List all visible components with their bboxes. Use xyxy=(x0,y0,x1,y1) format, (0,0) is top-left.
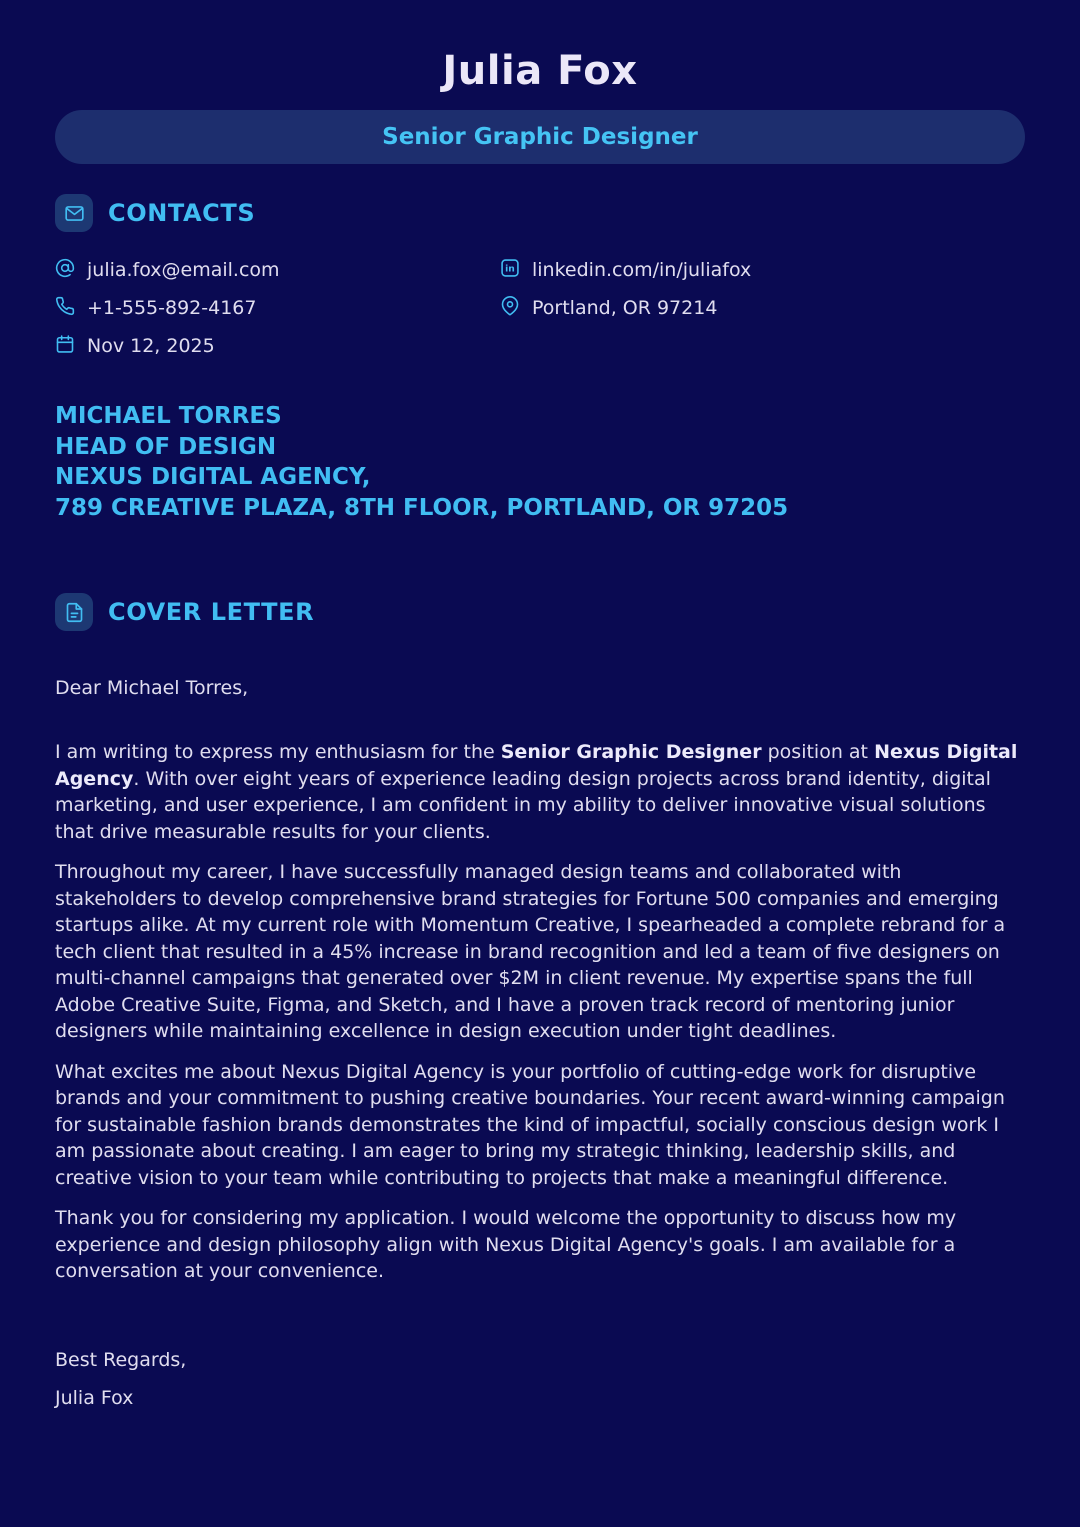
linkedin-icon xyxy=(500,258,520,283)
paragraph-text: position at xyxy=(761,741,875,763)
phone-icon xyxy=(55,296,75,321)
letter-greeting: Dear Michael Torres, xyxy=(55,677,249,699)
job-title-banner xyxy=(55,110,1025,164)
contact-date-text: Nov 12, 2025 xyxy=(87,335,215,357)
contact-phone-text: +1-555-892-4167 xyxy=(87,297,257,319)
contact-email xyxy=(55,258,500,283)
contact-column-right xyxy=(500,258,1025,359)
contact-linkedin-text: linkedin.com/in/juliafox xyxy=(532,259,752,281)
recipient-block xyxy=(55,401,1025,523)
cover-letter-heading-label: COVER LETTER xyxy=(108,598,315,626)
letter-signature: Julia Fox xyxy=(55,1386,134,1409)
letter-paragraph-3: What excites me about Nexus Digital Agency is your portfolio of cutting-edge work for disruptive brands and your commitment to pushing creative boundaries. Your recent award-winning campaign for sustainable fashion brands demonstrates the kind of impactful, socially conscious design work I am passionate about creating. I am eager to bring my strategic thinking, leadership skills, and creative vision to your team while contributing to projects that make a meaningful difference. xyxy=(55,1060,1005,1189)
contact-date xyxy=(55,334,500,359)
contact-location-text: Portland, OR 97214 xyxy=(532,297,718,319)
contact-grid xyxy=(55,258,1025,359)
location-icon xyxy=(500,296,520,321)
letter-signoff: Best Regards, xyxy=(55,1348,187,1371)
contacts-heading xyxy=(55,194,1025,232)
letter-paragraph-2: Throughout my career, I have successfully managed design teams and collaborated with stakeholders to develop comprehensive brand strategies for Fortune 500 companies and emerging startups alike. At my current role with Momentum Creative, I spearheaded a complete rebrand for a tech client that resulted in a 45% increase in brand recognition and led a team of five designers on multi-channel campaigns that generated over $2M in client revenue. My expertise spans the full Adobe Creative Suite, Figma, and Sketch, and I have a proven track record of mentoring junior designers while maintaining excellence in design execution under tight deadlines. xyxy=(55,861,1006,1042)
job-title: Senior Graphic Designer xyxy=(382,124,698,150)
paragraph-text: I am writing to express my enthusiasm for the xyxy=(55,741,501,763)
contact-email-text: julia.fox@email.com xyxy=(87,259,280,281)
calendar-icon xyxy=(55,334,75,359)
recipient-name: MICHAEL TORRES xyxy=(55,403,282,429)
contact-linkedin xyxy=(500,258,1025,283)
cover-letter-heading xyxy=(55,593,1025,631)
envelope-icon xyxy=(55,194,93,232)
bold-text-company: Nexus Digital Agency xyxy=(55,741,1018,790)
letter-paragraph-1 xyxy=(55,739,1025,845)
paragraph-text: . With over eight years of experience leading design projects across brand identity, digital marketing, and user experience, I am confident in my ability to deliver innovative visual solutions that drive measurable results for your clients. xyxy=(55,767,991,843)
contact-column-left xyxy=(55,258,500,359)
bold-text-job-title: Senior Graphic Designer xyxy=(500,741,762,763)
page-title: Julia Fox xyxy=(442,48,638,94)
svg-text:in: in xyxy=(505,263,515,275)
contact-phone xyxy=(55,296,500,321)
letter-paragraph-4: Thank you for considering my application. I would welcome the opportunity to discuss how my experience and design philosophy align with Nexus Digital Agency's goals. I am available for a conversation at your convenience. xyxy=(55,1207,957,1282)
at-icon xyxy=(55,258,75,283)
recipient-company: NEXUS DIGITAL AGENCY, xyxy=(55,464,371,490)
contacts-heading-label: CONTACTS xyxy=(108,199,256,227)
document-icon xyxy=(55,593,93,631)
recipient-address: 789 CREATIVE PLAZA, 8TH FLOOR, PORTLAND, OR 97205 xyxy=(55,494,789,521)
recipient-role: HEAD OF DESIGN xyxy=(55,433,277,460)
contact-location xyxy=(500,296,1025,321)
